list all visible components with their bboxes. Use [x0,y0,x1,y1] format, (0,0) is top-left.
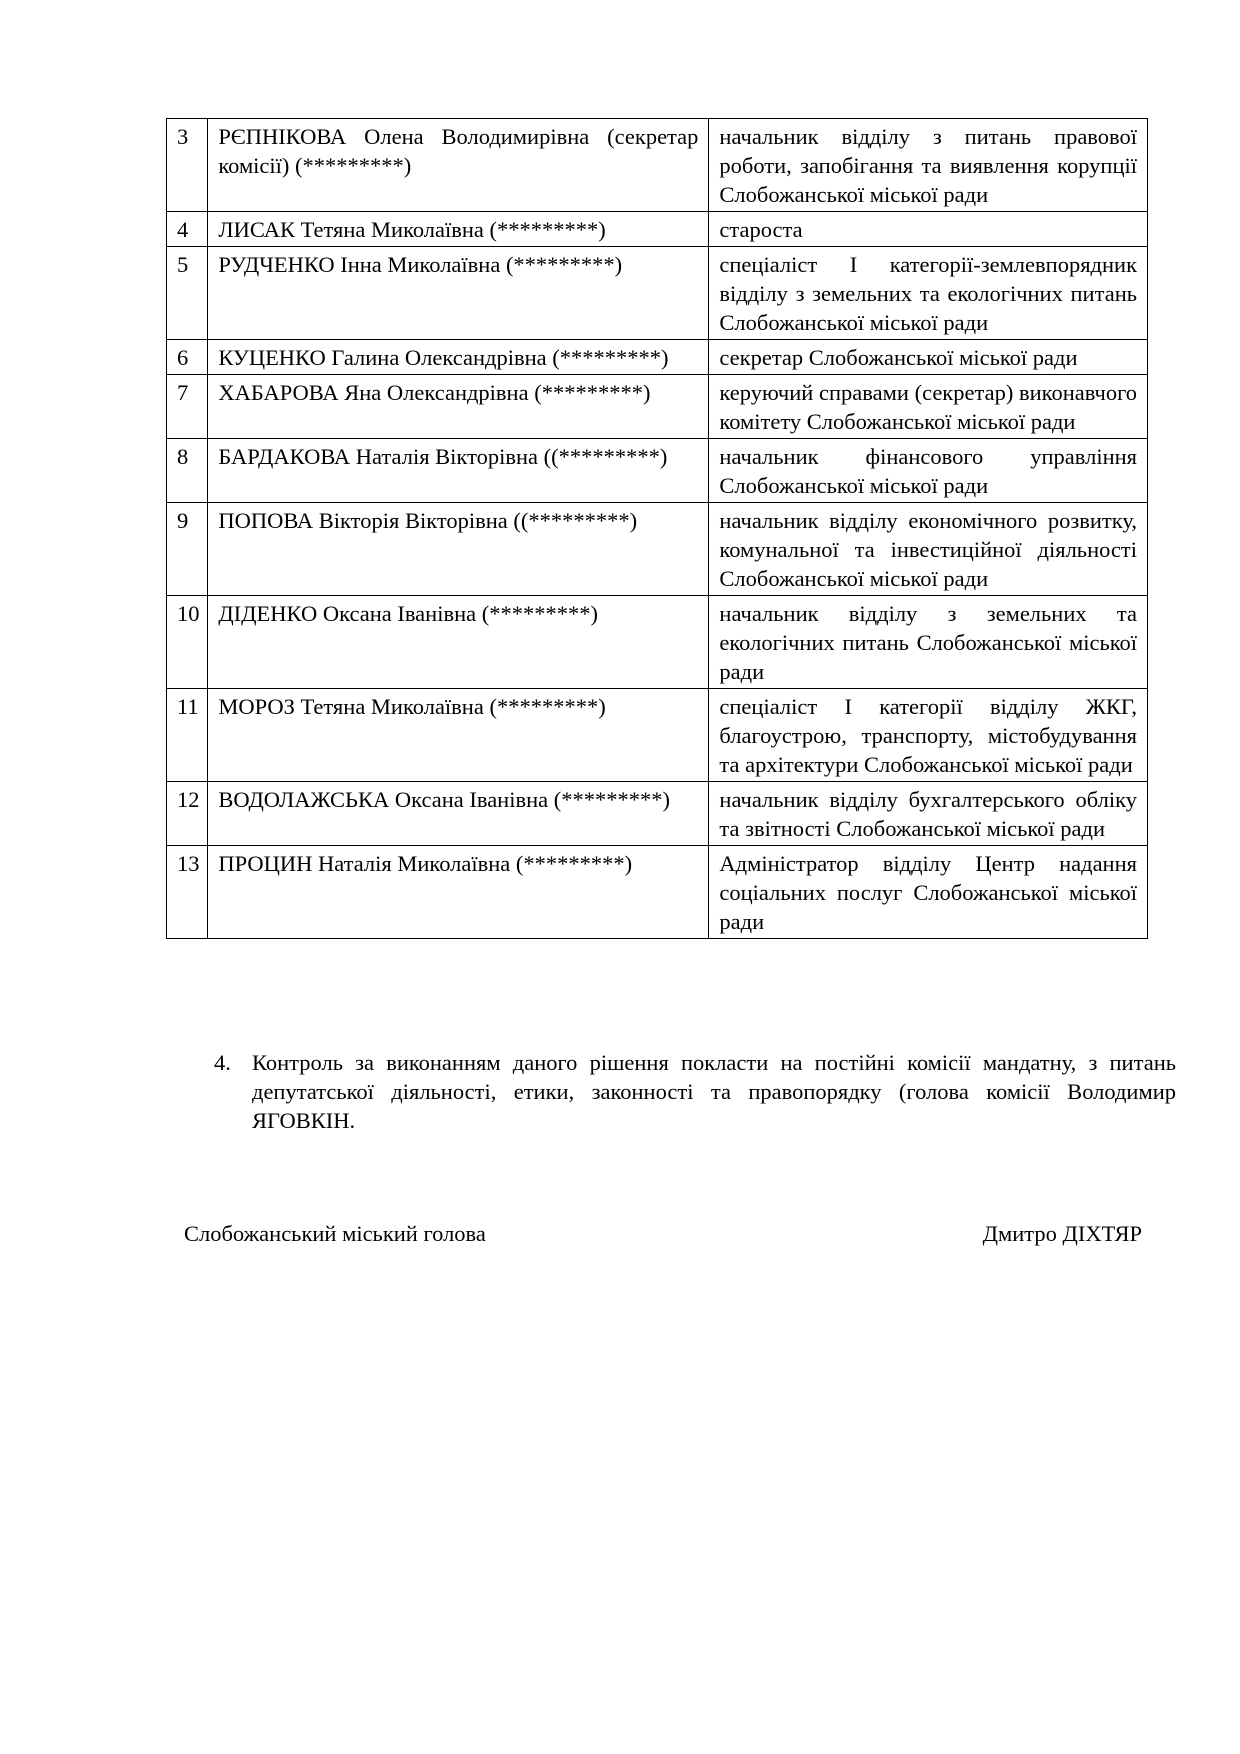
member-name: ПРОЦИН Наталія Миколаївна (*********) [208,846,709,939]
commission-members-table [166,118,1148,939]
member-name: ПОПОВА Вікторія Вікторівна ((*********) [208,503,709,596]
member-position: начальник відділу з питань правової роботи, запобігання та виявлення корупції Слобожанської міської ради [709,119,1148,212]
member-name: РУДЧЕНКО Інна Миколаївна (*********) [208,247,709,340]
table-row [167,689,1148,782]
member-position: начальник відділу з земельних та екологічних питань Слобожанської міської ради [709,596,1148,689]
member-position: керуючий справами (секретар) виконавчого комітету Слобожанської міської ради [709,375,1148,439]
member-name: КУЦЕНКО Галина Олександрівна (*********) [208,340,709,375]
row-number: 10 [167,596,208,689]
row-number: 3 [167,119,208,212]
member-position: начальник відділу економічного розвитку, комунальної та інвестиційної діяльності Слобожанської міської ради [709,503,1148,596]
row-number: 7 [167,375,208,439]
member-name: БАРДАКОВА Наталія Вікторівна ((*********) [208,439,709,503]
row-number: 5 [167,247,208,340]
member-name: МОРОЗ Тетяна Миколаївна (*********) [208,689,709,782]
item-text: Контроль за виконанням даного рішення покласти на постійні комісії мандатну, з питань депутатської діяльності, етики, законності та правопорядку (голова комісії Володимир ЯГОВКІН. [252,1050,1176,1133]
table-row [167,340,1148,375]
members-table-body [167,119,1148,939]
table-row [167,212,1148,247]
row-number: 12 [167,782,208,846]
member-position: начальник фінансового управління Слобожанської міської ради [709,439,1148,503]
signature-name: Дмитро ДІХТЯР [982,1221,1142,1246]
member-position: спеціаліст І категорії відділу ЖКГ, благоустрою, транспорту, містобудування та архітектури Слобожанської міської ради [709,689,1148,782]
row-number: 9 [167,503,208,596]
member-name: ДІДЕНКО Оксана Іванівна (*********) [208,596,709,689]
row-number: 13 [167,846,208,939]
member-position: спеціаліст І категорії-землевпорядник відділу з земельних та екологічних питань Слобожанської міської ради [709,247,1148,340]
table-row [167,119,1148,212]
table-row [167,503,1148,596]
member-name: ХАБАРОВА Яна Олександрівна (*********) [208,375,709,439]
member-name: ЛИСАК Тетяна Миколаївна (*********) [208,212,709,247]
table-row [167,596,1148,689]
row-number: 11 [167,689,208,782]
member-position: староста [709,212,1148,247]
member-position: Адміністратор відділу Центр надання соціальних послуг Слобожанської міської ради [709,846,1148,939]
decision-item-4 [214,1048,1176,1135]
member-name: ВОДОЛАЖСЬКА Оксана Іванівна (*********) [208,782,709,846]
table-row [167,439,1148,503]
table-row [167,782,1148,846]
row-number: 8 [167,439,208,503]
member-position: начальник відділу бухгалтерського обліку та звітності Слобожанської міської ради [709,782,1148,846]
table-row [167,375,1148,439]
item-number: 4. [214,1050,231,1075]
member-name: РЄПНІКОВА Олена Володимирівна (секретар комісії) (*********) [208,119,709,212]
row-number: 6 [167,340,208,375]
table-row [167,846,1148,939]
table-row [167,247,1148,340]
member-position: секретар Слобожанської міської ради [709,340,1148,375]
signature-title: Слобожанський міський голова [184,1221,486,1246]
row-number: 4 [167,212,208,247]
